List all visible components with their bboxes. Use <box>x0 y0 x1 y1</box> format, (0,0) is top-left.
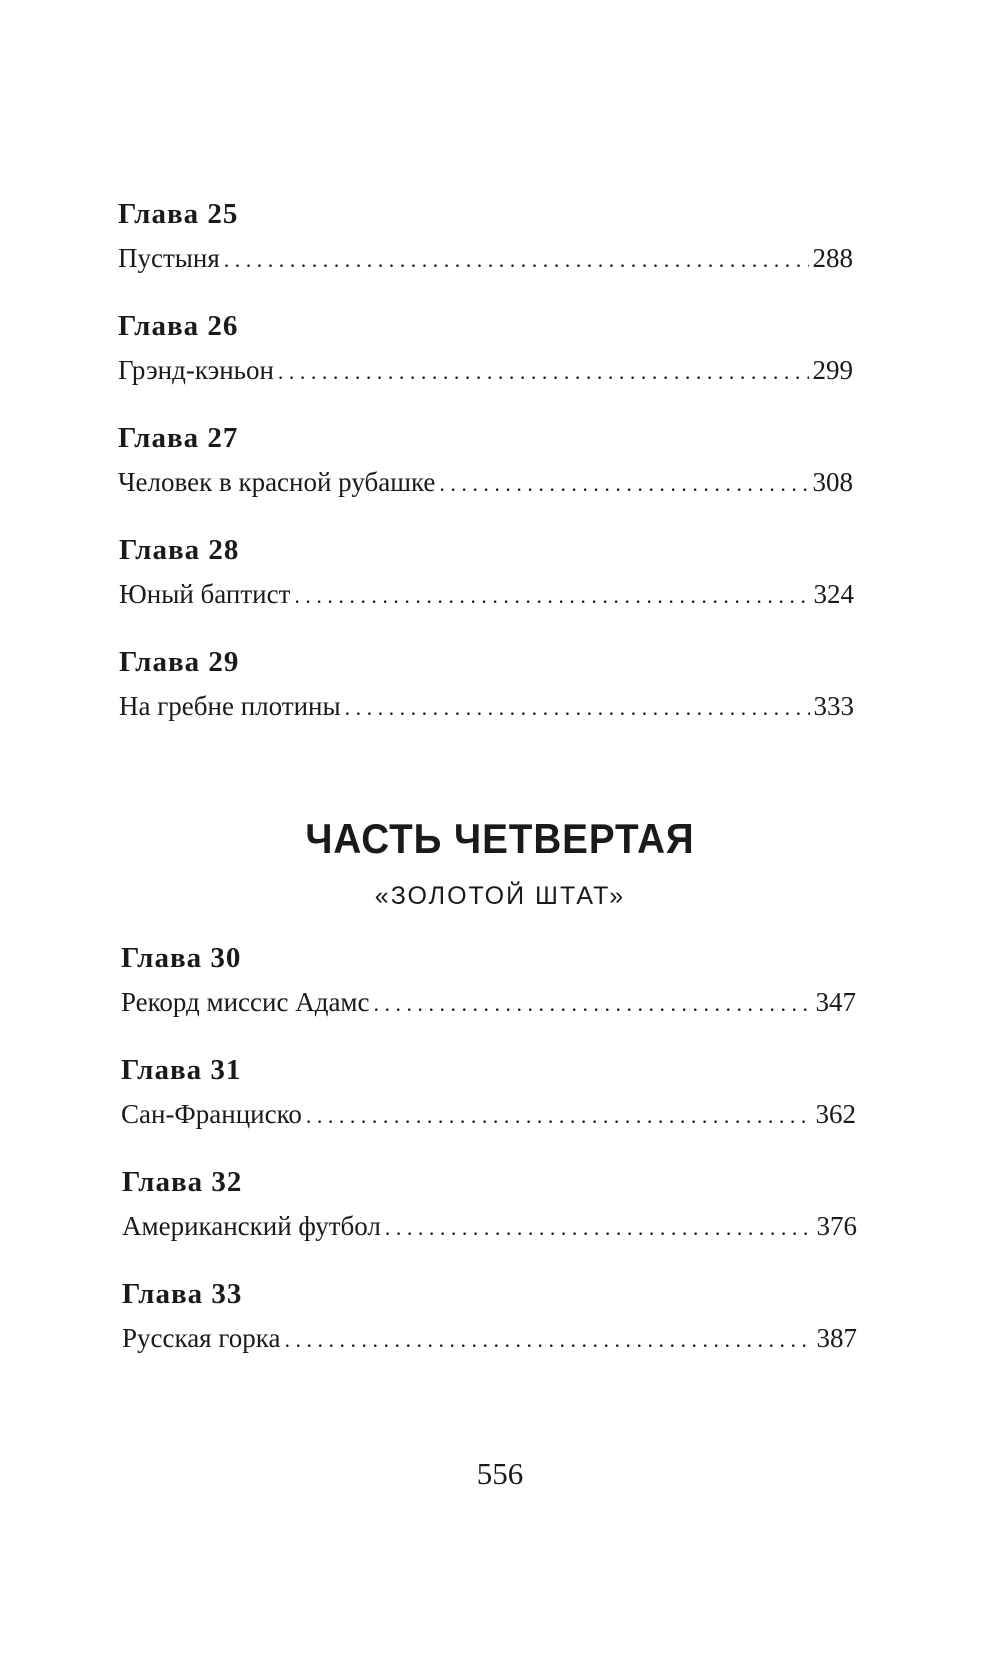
toc-entry-chapter-29 <box>119 644 854 726</box>
chapter-title: Грэнд-кэньон <box>118 355 274 385</box>
chapter-page-number: 324 <box>813 579 854 609</box>
chapter-page-number: 288 <box>812 243 853 273</box>
page-number: 556 <box>476 1456 524 1491</box>
dot-leader <box>385 1208 813 1248</box>
toc-entry-chapter-33 <box>122 1276 857 1358</box>
chapter-heading: Глава 30 <box>121 942 242 974</box>
chapter-page-number: 362 <box>815 1099 856 1129</box>
toc-entry-chapter-25 <box>118 196 853 278</box>
chapter-title: Американский футбол <box>122 1211 381 1241</box>
dot-leader <box>294 576 809 616</box>
dot-leader <box>278 352 809 392</box>
chapter-title: Сан-Франциско <box>121 1099 302 1129</box>
chapter-heading: Глава 28 <box>119 534 240 566</box>
toc-line <box>118 238 853 278</box>
dot-leader <box>284 1320 812 1360</box>
chapter-page-number: 333 <box>813 691 854 721</box>
part-subtitle: «ЗОЛОТОЙ ШТАТ» <box>374 882 626 910</box>
toc-line <box>122 1206 857 1246</box>
chapter-title: Человек в красной рубашке <box>118 467 436 497</box>
toc-entry-chapter-28 <box>119 532 854 614</box>
chapter-title: Рекорд миссис Адамс <box>121 987 370 1017</box>
toc-entry-chapter-27 <box>118 420 853 502</box>
toc-line <box>118 462 853 502</box>
toc-line <box>121 982 856 1022</box>
toc-line <box>121 1094 856 1134</box>
chapter-heading: Глава 26 <box>118 310 239 342</box>
part-heading: ЧАСТЬ ЧЕТВЕРТАЯ <box>305 815 695 862</box>
chapter-page-number: 347 <box>815 987 856 1017</box>
chapter-page-number: 299 <box>812 355 853 385</box>
toc-line <box>119 686 854 726</box>
chapter-heading: Глава 25 <box>118 198 239 230</box>
dot-leader <box>374 984 812 1024</box>
dot-leader <box>224 240 809 280</box>
dot-leader <box>306 1096 812 1136</box>
chapter-heading: Глава 31 <box>121 1054 242 1086</box>
dot-leader <box>345 688 810 728</box>
chapter-heading: Глава 33 <box>122 1278 243 1310</box>
chapter-heading: Глава 27 <box>118 422 239 454</box>
chapter-heading: Глава 29 <box>119 646 240 678</box>
chapter-heading: Глава 32 <box>122 1166 243 1198</box>
toc-line <box>119 574 854 614</box>
chapter-title: Русская горка <box>122 1323 281 1353</box>
dot-leader <box>439 464 808 504</box>
toc-entry-chapter-30 <box>121 940 856 1022</box>
chapter-page-number: 376 <box>816 1211 857 1241</box>
toc-entry-chapter-32 <box>122 1164 857 1246</box>
chapter-page-number: 308 <box>812 467 853 497</box>
toc-entry-chapter-31 <box>121 1052 856 1134</box>
toc-line <box>122 1318 857 1358</box>
chapter-title: Пустыня <box>118 243 220 273</box>
toc-line <box>118 350 853 390</box>
chapter-title: На гребне плотины <box>119 691 341 721</box>
chapter-page-number: 387 <box>816 1323 857 1353</box>
chapter-title: Юный баптист <box>119 579 291 609</box>
toc-entry-chapter-26 <box>118 308 853 390</box>
